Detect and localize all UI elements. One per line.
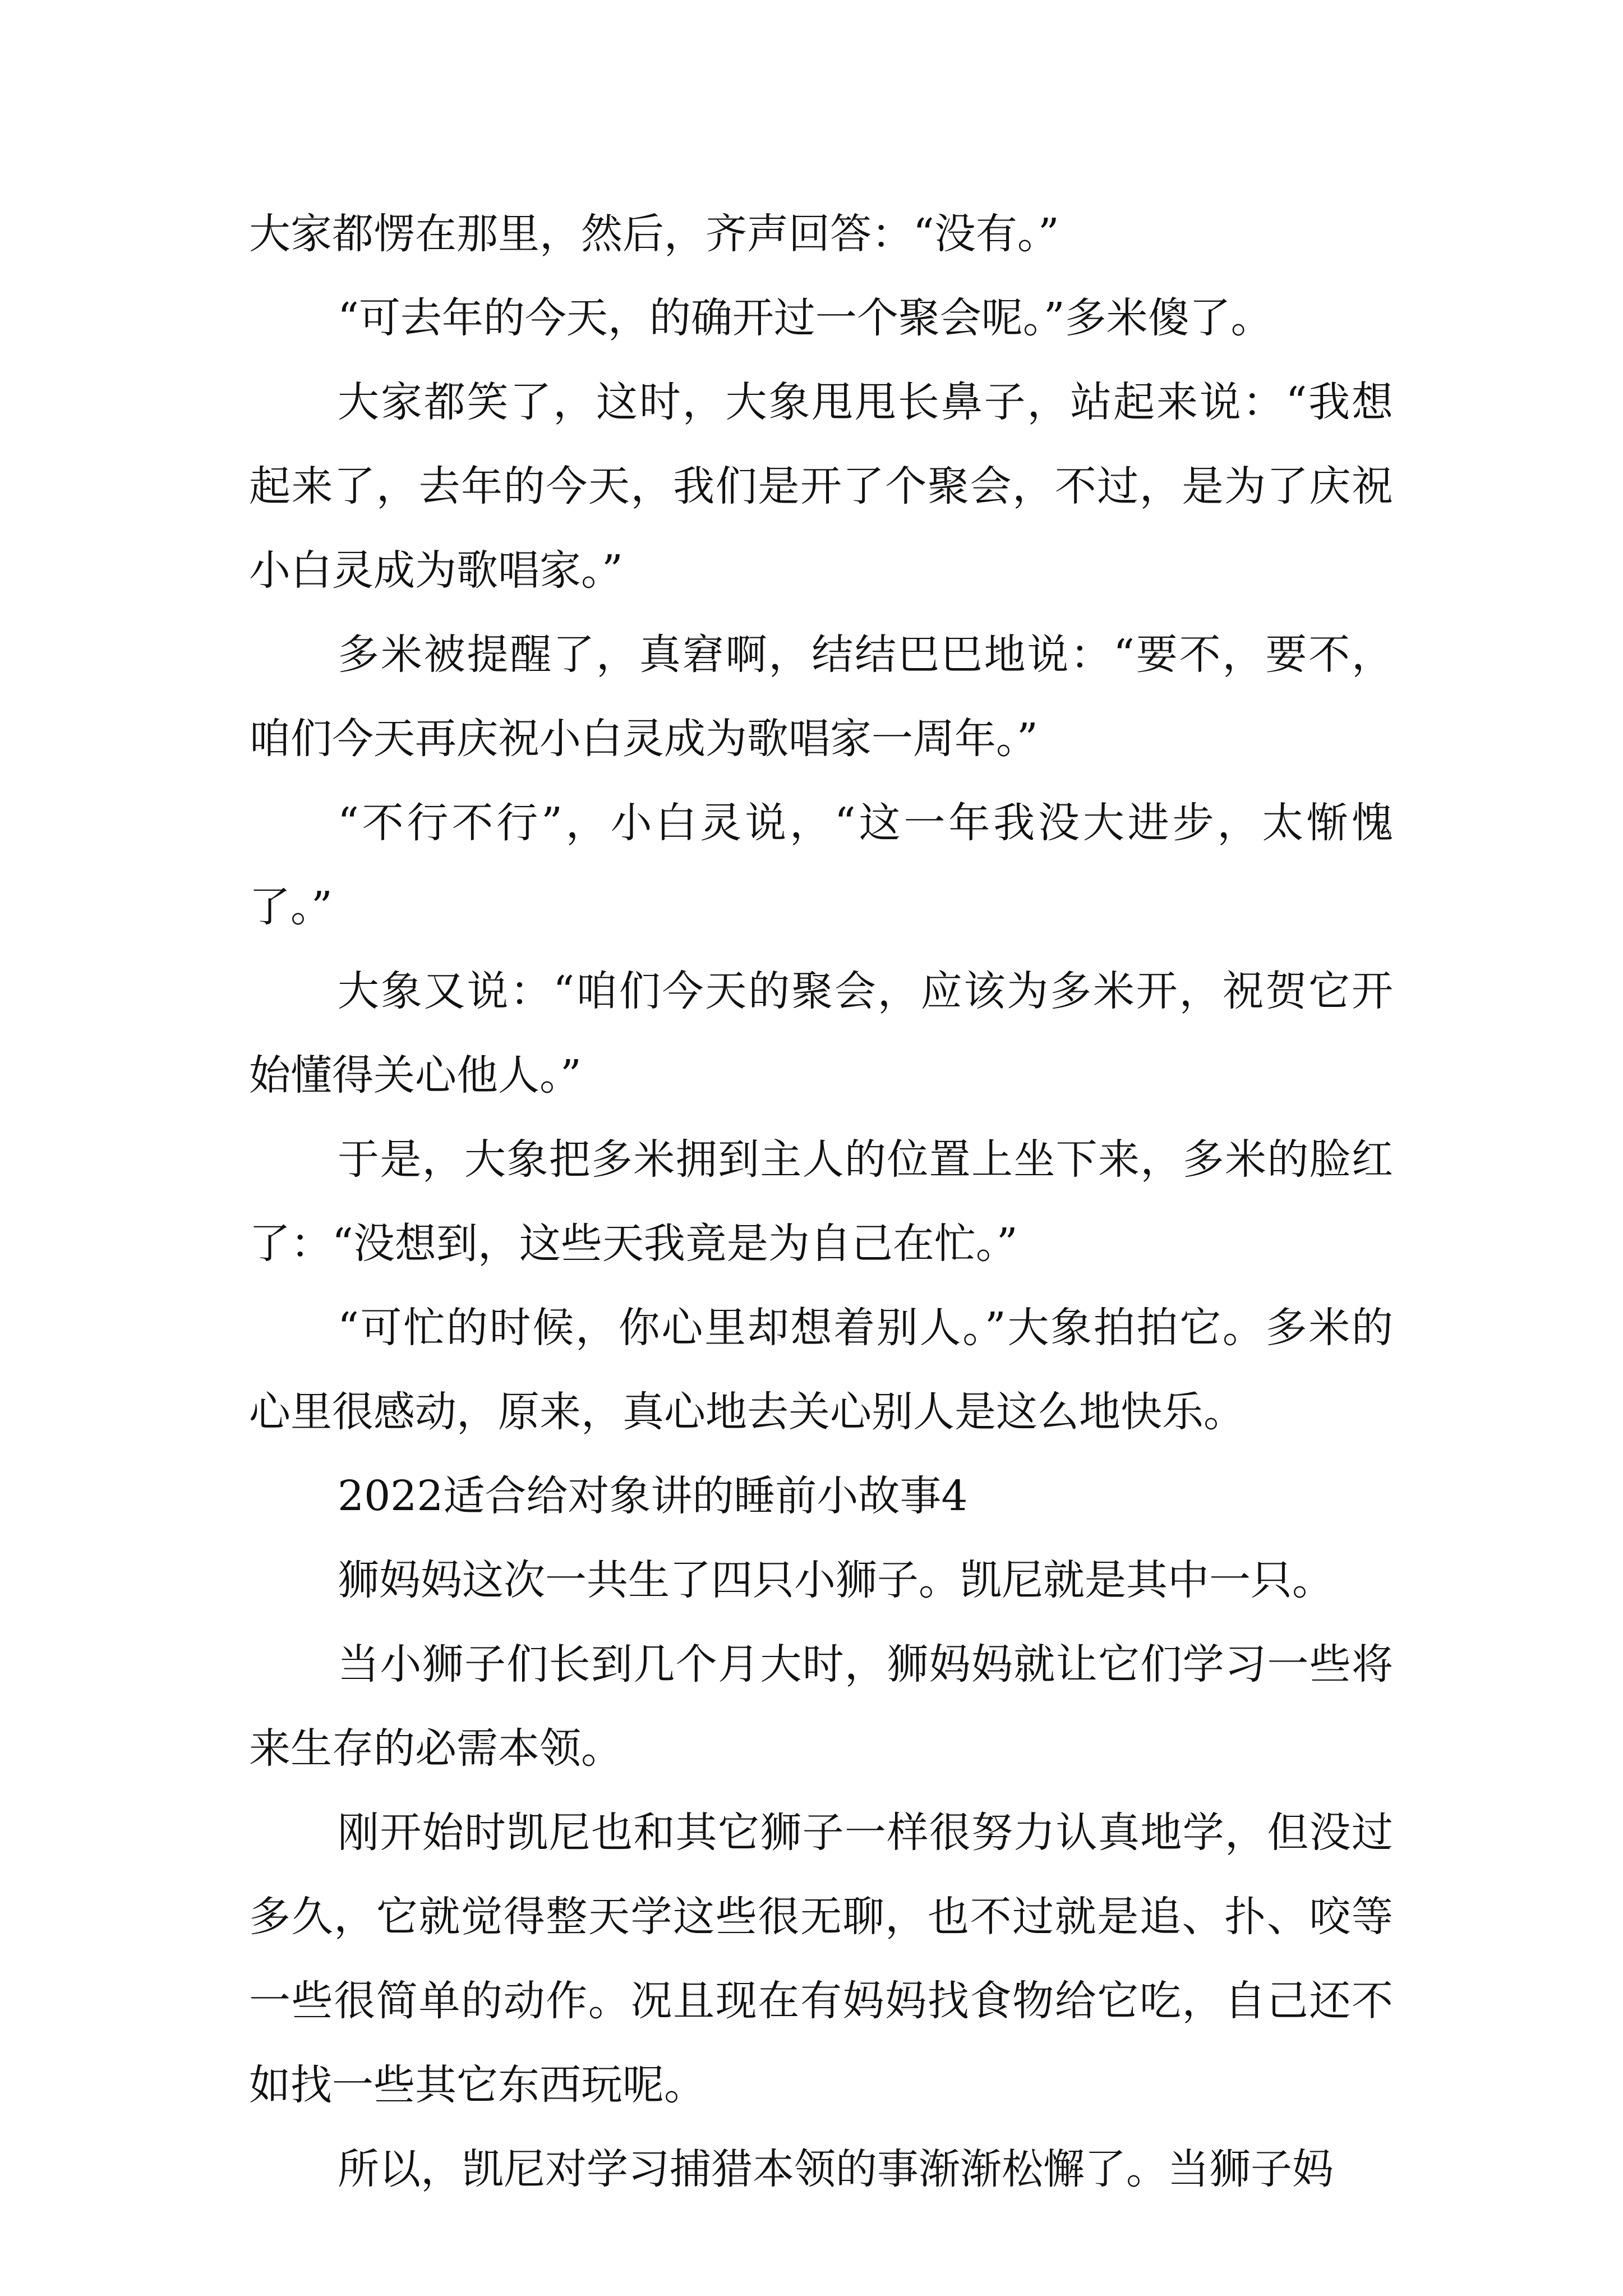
- paragraph: 多米被提醒了，真窘啊，结结巴巴地说：“要不，要不，咱们今天再庆祝小白灵成为歌唱家一周年。”: [249, 631, 1393, 763]
- paragraph: “不行不行”，小白灵说，“这一年我没大进步，太惭愧了。”: [249, 799, 1393, 931]
- paragraph: 于是，大象把多米拥到主人的位置上坐下来，多米的脸红了：“没想到，这些天我竟是为自己在忙。”: [249, 1135, 1393, 1268]
- paragraph: “可忙的时候，你心里却想着别人。”大象拍拍它。多米的心里很感动，原来，真心地去关心别人是这么地快乐。: [249, 1304, 1393, 1436]
- paragraph: 当小狮子们长到几个月大时，狮妈妈就让它们学习一些将来生存的必需本领。: [249, 1640, 1393, 1773]
- paragraph: “可去年的今天，的确开过一个聚会呢。”多米傻了。: [338, 294, 1272, 342]
- paragraph: 狮妈妈这次一共生了四只小狮子。凯尼就是其中一只。: [338, 1556, 1334, 1604]
- paragraph: 大家都笑了，这时，大象甩甩长鼻子，站起来说：“我想起来了，去年的今天，我们是开了个聚会，不过，是为了庆祝小白灵成为歌唱家。”: [249, 378, 1393, 595]
- section-heading: 2022适合给对象讲的睡前小故事4: [338, 1472, 968, 1520]
- paragraph: 刚开始时凯尼也和其它狮子一样很努力认真地学，但没过多久，它就觉得整天学这些很无聊，也不过就是追、扑、咬等一些很简单的动作。况且现在有妈妈找食物给它吃，自己还不如找一些其它东西玩呢。: [249, 1809, 1393, 2109]
- paragraph: 所以，凯尼对学习捕猎本领的事渐渐松懈了。当狮子妈: [338, 2145, 1334, 2193]
- paragraph: 大家都愣在那里，然后，齐声回答：“没有。”: [249, 210, 1059, 258]
- paragraph: 大象又说：“咱们今天的聚会，应该为多米开，祝贺它开始懂得关心他人。”: [249, 967, 1393, 1099]
- document-body: [249, 192, 1393, 2211]
